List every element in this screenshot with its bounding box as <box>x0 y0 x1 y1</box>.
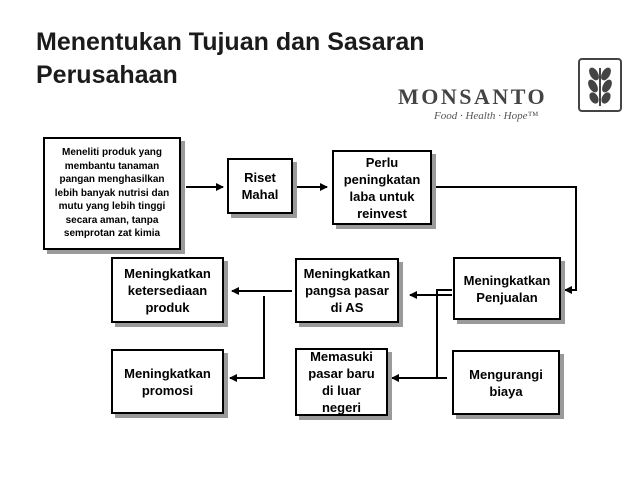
box-meningkatkan-penjualan: Meningkatkan Penjualan <box>453 257 561 320</box>
logo-wordmark: MONSANTO <box>398 84 548 109</box>
arrow-pangsa-to-promosi <box>230 296 264 378</box>
logo-tagline: Food · Health · Hope™ <box>434 110 539 122</box>
box-memasuki-pasar-baru: Memasuki pasar baru di luar negeri <box>295 348 388 416</box>
box-mengurangi-biaya: Mengurangi biaya <box>452 350 560 415</box>
arrow-penjualan-to-memasuki <box>392 290 452 378</box>
box-meningkatkan-promosi: Meningkatkan promosi <box>111 349 224 414</box>
box-meneliti-produk: Meneliti produk yang membantu tanaman pangan menghasilkan lebih banyak nutrisi dan mutu yang lebih tinggi secara aman, tanpa semprotan zat kimia <box>43 137 181 250</box>
box-meningkatkan-ketersediaan: Meningkatkan ketersediaan produk <box>111 257 224 323</box>
slide-title: Menentukan Tujuan dan Sasaran Perusahaan <box>36 28 425 89</box>
box-meningkatkan-pangsa-pasar: Meningkatkan pangsa pasar di AS <box>295 258 399 323</box>
box-riset-mahal: Riset Mahal <box>227 158 293 214</box>
box-perlu-peningkatan-laba: Perlu peningkatan laba untuk reinvest <box>332 150 432 225</box>
